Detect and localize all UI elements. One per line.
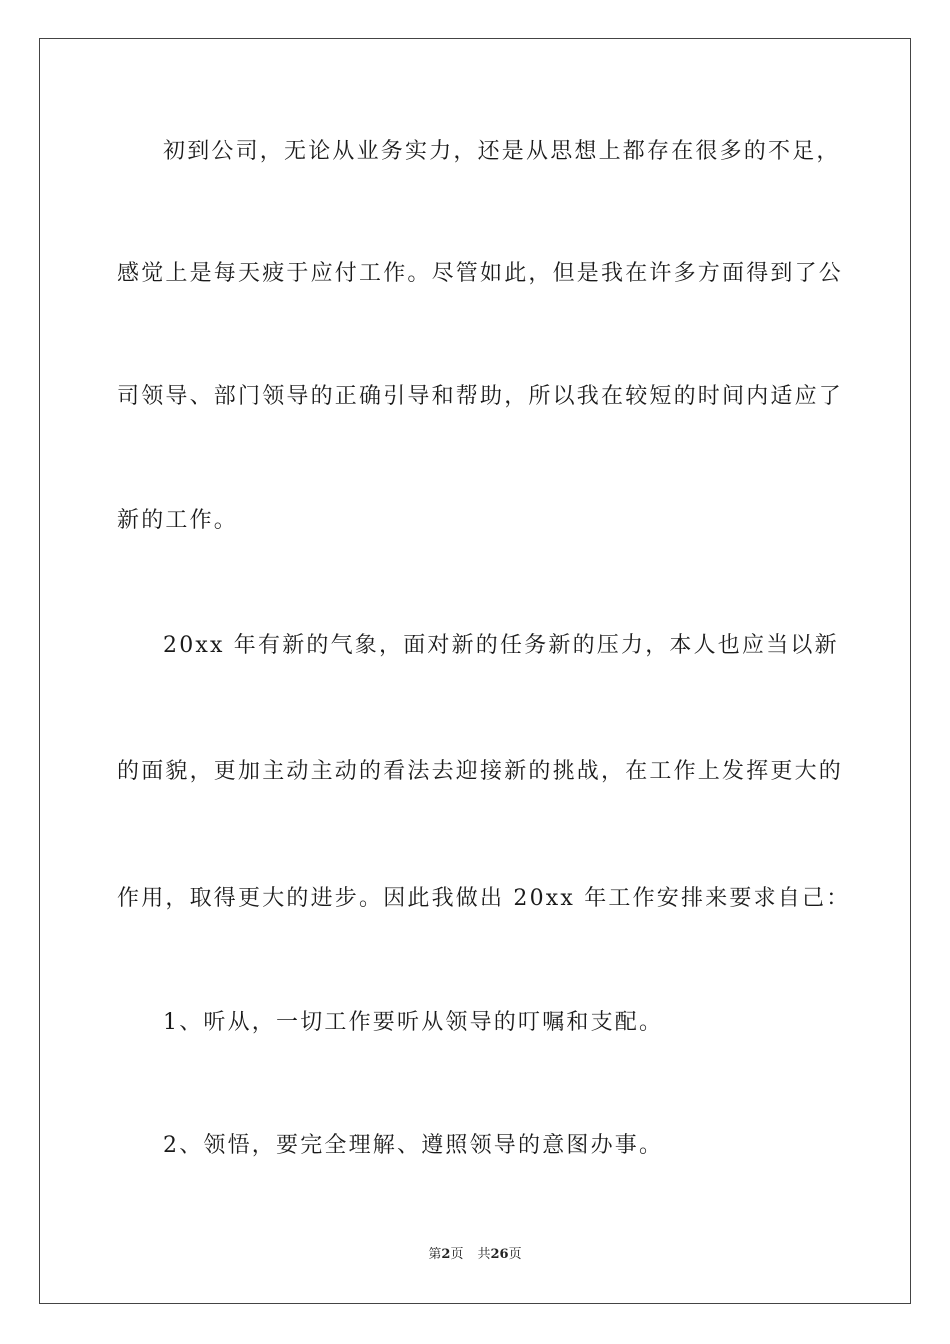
paragraph-1-line-2: 感觉上是每天疲于应付工作。尽管如此，但是我在许多方面得到了公: [117, 261, 844, 286]
footer-page-suffix: 页: [450, 1247, 464, 1262]
list-item-2: 2、领悟，要完全理解、遵照领导的意图办事。: [163, 1133, 664, 1158]
paragraph-1-line-3: 司领导、部门领导的正确引导和帮助，所以我在较短的时间内适应了: [117, 384, 844, 409]
paragraph-2-line-3: 作用，取得更大的进步。因此我做出 20xx 年工作安排来要求自己：: [117, 886, 851, 911]
paragraph-2-line-2: 的面貌，更加主动主动的看法去迎接新的挑战，在工作上发挥更大的: [117, 759, 844, 784]
footer-total-suffix: 页: [508, 1247, 522, 1262]
footer-total-pages: 26: [490, 1247, 509, 1262]
list-item-1: 1、听从，一切工作要听从领导的叮嘱和支配。: [163, 1010, 664, 1035]
page-border: [39, 38, 911, 1304]
paragraph-2-line-1: 20xx 年有新的气象，面对新的任务新的压力，本人也应当以新: [163, 633, 839, 658]
page-footer: [0, 1246, 950, 1264]
footer-page-number: 2: [441, 1247, 451, 1262]
footer-page-prefix: 第: [428, 1247, 442, 1262]
paragraph-1-line-1: 初到公司，无论从业务实力，还是从思想上都存在很多的不足，: [163, 139, 841, 164]
paragraph-1-line-4: 新的工作。: [117, 508, 239, 533]
footer-total-prefix: 共: [477, 1247, 491, 1262]
